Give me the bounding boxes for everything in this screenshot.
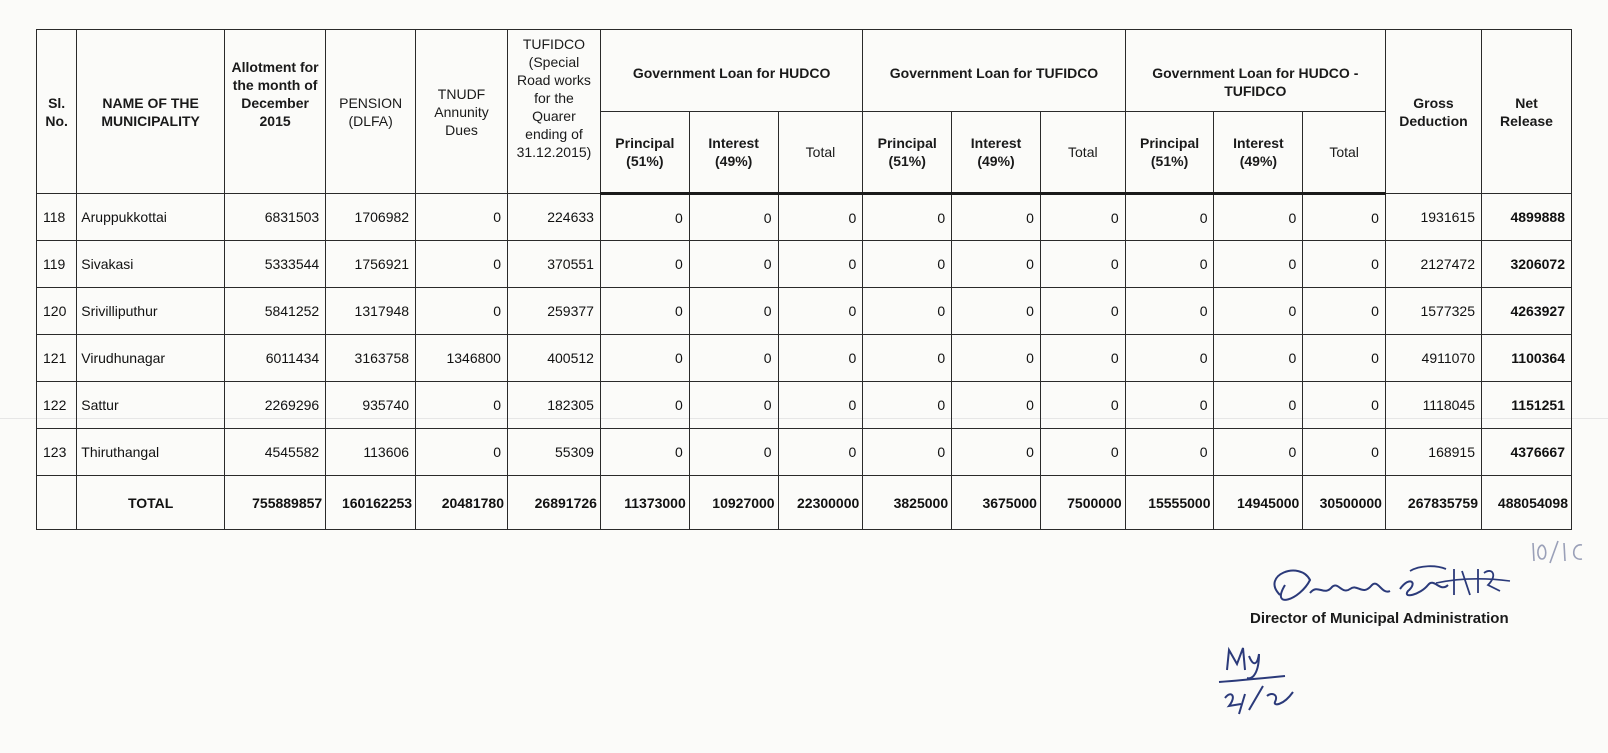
cell-ht-interest: 0 [1214, 382, 1303, 429]
cell-ht-principal: 0 [1125, 382, 1214, 429]
total-gross: 267835759 [1385, 476, 1481, 530]
cell-gross: 1577325 [1385, 288, 1481, 335]
total-hudco-interest: 10927000 [689, 476, 778, 530]
allocation-table [36, 29, 1572, 530]
cell-pension: 935740 [326, 382, 416, 429]
cell-tnudf: 0 [416, 241, 508, 288]
header-tufidco-total: Total [1040, 112, 1125, 194]
cell-name: Sattur [77, 382, 225, 429]
cell-hudco-interest: 0 [689, 429, 778, 476]
header-ht-interest: Interest (49%) [1214, 112, 1303, 194]
header-ht-total: Total [1303, 112, 1386, 194]
cell-tnudf: 0 [416, 288, 508, 335]
total-tnudf: 20481780 [416, 476, 508, 530]
total-label: TOTAL [77, 476, 225, 530]
cell-ht-principal: 0 [1125, 241, 1214, 288]
cell-name: Thiruthangal [77, 429, 225, 476]
total-row [37, 476, 1572, 530]
table-row [37, 382, 1572, 429]
cell-hudco-total: 0 [778, 241, 863, 288]
total-tufidco: 26891726 [507, 476, 600, 530]
header-ht-principal: Principal (51%) [1125, 112, 1214, 194]
total-pension: 160162253 [326, 476, 416, 530]
signatory-title: Director of Municipal Administration [1250, 610, 1509, 627]
cell-ht-total: 0 [1303, 335, 1386, 382]
cell-gross: 168915 [1385, 429, 1481, 476]
cell-ht-principal: 0 [1125, 335, 1214, 382]
cell-allotment: 2269296 [224, 382, 325, 429]
header-hudco-total: Total [778, 112, 863, 194]
table-row [37, 194, 1572, 241]
cell-net: 4899888 [1482, 194, 1572, 241]
total-ht-total: 30500000 [1303, 476, 1386, 530]
cell-hudco-principal: 0 [600, 241, 689, 288]
header-pension: PENSION (DLFA) [326, 30, 416, 194]
cell-allotment: 4545582 [224, 429, 325, 476]
cell-allotment: 5333544 [224, 241, 325, 288]
header-tufidco-road: TUFIDCO (Special Road works for the Quarer ending of 31.12.2015) [507, 30, 600, 194]
cell-sl: 123 [37, 429, 77, 476]
cell-pension: 113606 [326, 429, 416, 476]
cell-hudco-principal: 0 [600, 288, 689, 335]
cell-pension: 1706982 [326, 194, 416, 241]
cell-hudco-interest: 0 [689, 194, 778, 241]
cell-gross: 1931615 [1385, 194, 1481, 241]
table-row [37, 429, 1572, 476]
cell-tufidco-interest: 0 [952, 429, 1041, 476]
header-net-release: Net Release [1482, 30, 1572, 194]
cell-tufidco-interest: 0 [952, 288, 1041, 335]
cell-ht-total: 0 [1303, 382, 1386, 429]
cell-tufidco: 370551 [507, 241, 600, 288]
cell-tufidco-principal: 0 [863, 194, 952, 241]
cell-tufidco-total: 0 [1040, 194, 1125, 241]
cell-hudco-principal: 0 [600, 194, 689, 241]
total-tufidco-total: 7500000 [1040, 476, 1125, 530]
header-allotment: Allotment for the month of December 2015 [224, 30, 325, 194]
cell-tufidco-principal: 0 [863, 382, 952, 429]
cell-ht-total: 0 [1303, 241, 1386, 288]
cell-allotment: 6011434 [224, 335, 325, 382]
cell-sl: 118 [37, 194, 77, 241]
handwritten-initials [1205, 640, 1325, 730]
cell-ht-interest: 0 [1214, 335, 1303, 382]
cell-tufidco-total: 0 [1040, 241, 1125, 288]
header-hudco-interest: Interest (49%) [689, 112, 778, 194]
cell-ht-interest: 0 [1214, 429, 1303, 476]
cell-tufidco-total: 0 [1040, 335, 1125, 382]
header-sl-no: Sl. No. [37, 30, 77, 194]
table-row [37, 241, 1572, 288]
cell-hudco-principal: 0 [600, 335, 689, 382]
cell-hudco-interest: 0 [689, 382, 778, 429]
cell-allotment: 5841252 [224, 288, 325, 335]
cell-ht-total: 0 [1303, 194, 1386, 241]
table-row [37, 335, 1572, 382]
cell-sl: 120 [37, 288, 77, 335]
total-hudco-total: 22300000 [778, 476, 863, 530]
cell-tufidco-total: 0 [1040, 288, 1125, 335]
cell-name: Sivakasi [77, 241, 225, 288]
cell-ht-principal: 0 [1125, 429, 1214, 476]
cell-net: 4263927 [1482, 288, 1572, 335]
cell-tufidco-interest: 0 [952, 194, 1041, 241]
cell-tufidco: 400512 [507, 335, 600, 382]
cell-hudco-total: 0 [778, 429, 863, 476]
header-name: NAME OF THE MUNICIPALITY [77, 30, 225, 194]
table-row [37, 288, 1572, 335]
header-tufidco-principal: Principal (51%) [863, 112, 952, 194]
cell-tufidco-principal: 0 [863, 241, 952, 288]
cell-name: Virudhunagar [77, 335, 225, 382]
cell-gross: 1118045 [1385, 382, 1481, 429]
cell-ht-total: 0 [1303, 429, 1386, 476]
total-hudco-principal: 11373000 [600, 476, 689, 530]
cell-tnudf: 0 [416, 382, 508, 429]
cell-hudco-total: 0 [778, 382, 863, 429]
cell-gross: 4911070 [1385, 335, 1481, 382]
cell-hudco-interest: 0 [689, 288, 778, 335]
cell-tufidco-principal: 0 [863, 429, 952, 476]
cell-ht-principal: 0 [1125, 194, 1214, 241]
cell-sl: 121 [37, 335, 77, 382]
cell-tufidco-interest: 0 [952, 382, 1041, 429]
cell-pension: 1756921 [326, 241, 416, 288]
cell-hudco-interest: 0 [689, 241, 778, 288]
cell-tnudf: 0 [416, 429, 508, 476]
cell-tufidco-total: 0 [1040, 382, 1125, 429]
cell-name: Aruppukkottai [77, 194, 225, 241]
cell-ht-interest: 0 [1214, 194, 1303, 241]
cell-hudco-total: 0 [778, 194, 863, 241]
cell-net: 3206072 [1482, 241, 1572, 288]
cell-tufidco: 259377 [507, 288, 600, 335]
cell-hudco-principal: 0 [600, 382, 689, 429]
cell-ht-interest: 0 [1214, 288, 1303, 335]
total-ht-principal: 15555000 [1125, 476, 1214, 530]
cell-tufidco-principal: 0 [863, 335, 952, 382]
cell-sl: 119 [37, 241, 77, 288]
cell-hudco-total: 0 [778, 288, 863, 335]
header-hudco-principal: Principal (51%) [600, 112, 689, 194]
header-loan-tufidco: Government Loan for TUFIDCO [863, 30, 1125, 112]
cell-allotment: 6831503 [224, 194, 325, 241]
cell-total-sl [37, 476, 77, 530]
cell-tufidco-principal: 0 [863, 288, 952, 335]
cell-net: 1100364 [1482, 335, 1572, 382]
header-tnudf: TNUDF Annunity Dues [416, 30, 508, 194]
cell-tnudf: 1346800 [416, 335, 508, 382]
cell-hudco-total: 0 [778, 335, 863, 382]
cell-net: 1151251 [1482, 382, 1572, 429]
total-net: 488054098 [1482, 476, 1572, 530]
cell-ht-total: 0 [1303, 288, 1386, 335]
header-tufidco-interest: Interest (49%) [952, 112, 1041, 194]
cell-tnudf: 0 [416, 194, 508, 241]
cell-tufidco-total: 0 [1040, 429, 1125, 476]
cell-hudco-principal: 0 [600, 429, 689, 476]
total-tufidco-principal: 3825000 [863, 476, 952, 530]
cell-tufidco: 224633 [507, 194, 600, 241]
cell-tufidco: 55309 [507, 429, 600, 476]
cell-pension: 1317948 [326, 288, 416, 335]
cell-hudco-interest: 0 [689, 335, 778, 382]
cell-pension: 3163758 [326, 335, 416, 382]
header-gross-deduction: Gross Deduction [1385, 30, 1481, 194]
cell-name: Srivilliputhur [77, 288, 225, 335]
total-allotment: 755889857 [224, 476, 325, 530]
header-loan-hudco: Government Loan for HUDCO [600, 30, 862, 112]
cell-tufidco-interest: 0 [952, 335, 1041, 382]
total-tufidco-interest: 3675000 [952, 476, 1041, 530]
cell-tufidco: 182305 [507, 382, 600, 429]
cell-gross: 2127472 [1385, 241, 1481, 288]
cell-ht-interest: 0 [1214, 241, 1303, 288]
header-row-top [37, 30, 1572, 112]
cell-tufidco-interest: 0 [952, 241, 1041, 288]
total-ht-interest: 14945000 [1214, 476, 1303, 530]
cell-sl: 122 [37, 382, 77, 429]
cell-net: 4376667 [1482, 429, 1572, 476]
cell-ht-principal: 0 [1125, 288, 1214, 335]
header-loan-hudco-tufidco: Government Loan for HUDCO - TUFIDCO [1125, 30, 1385, 112]
